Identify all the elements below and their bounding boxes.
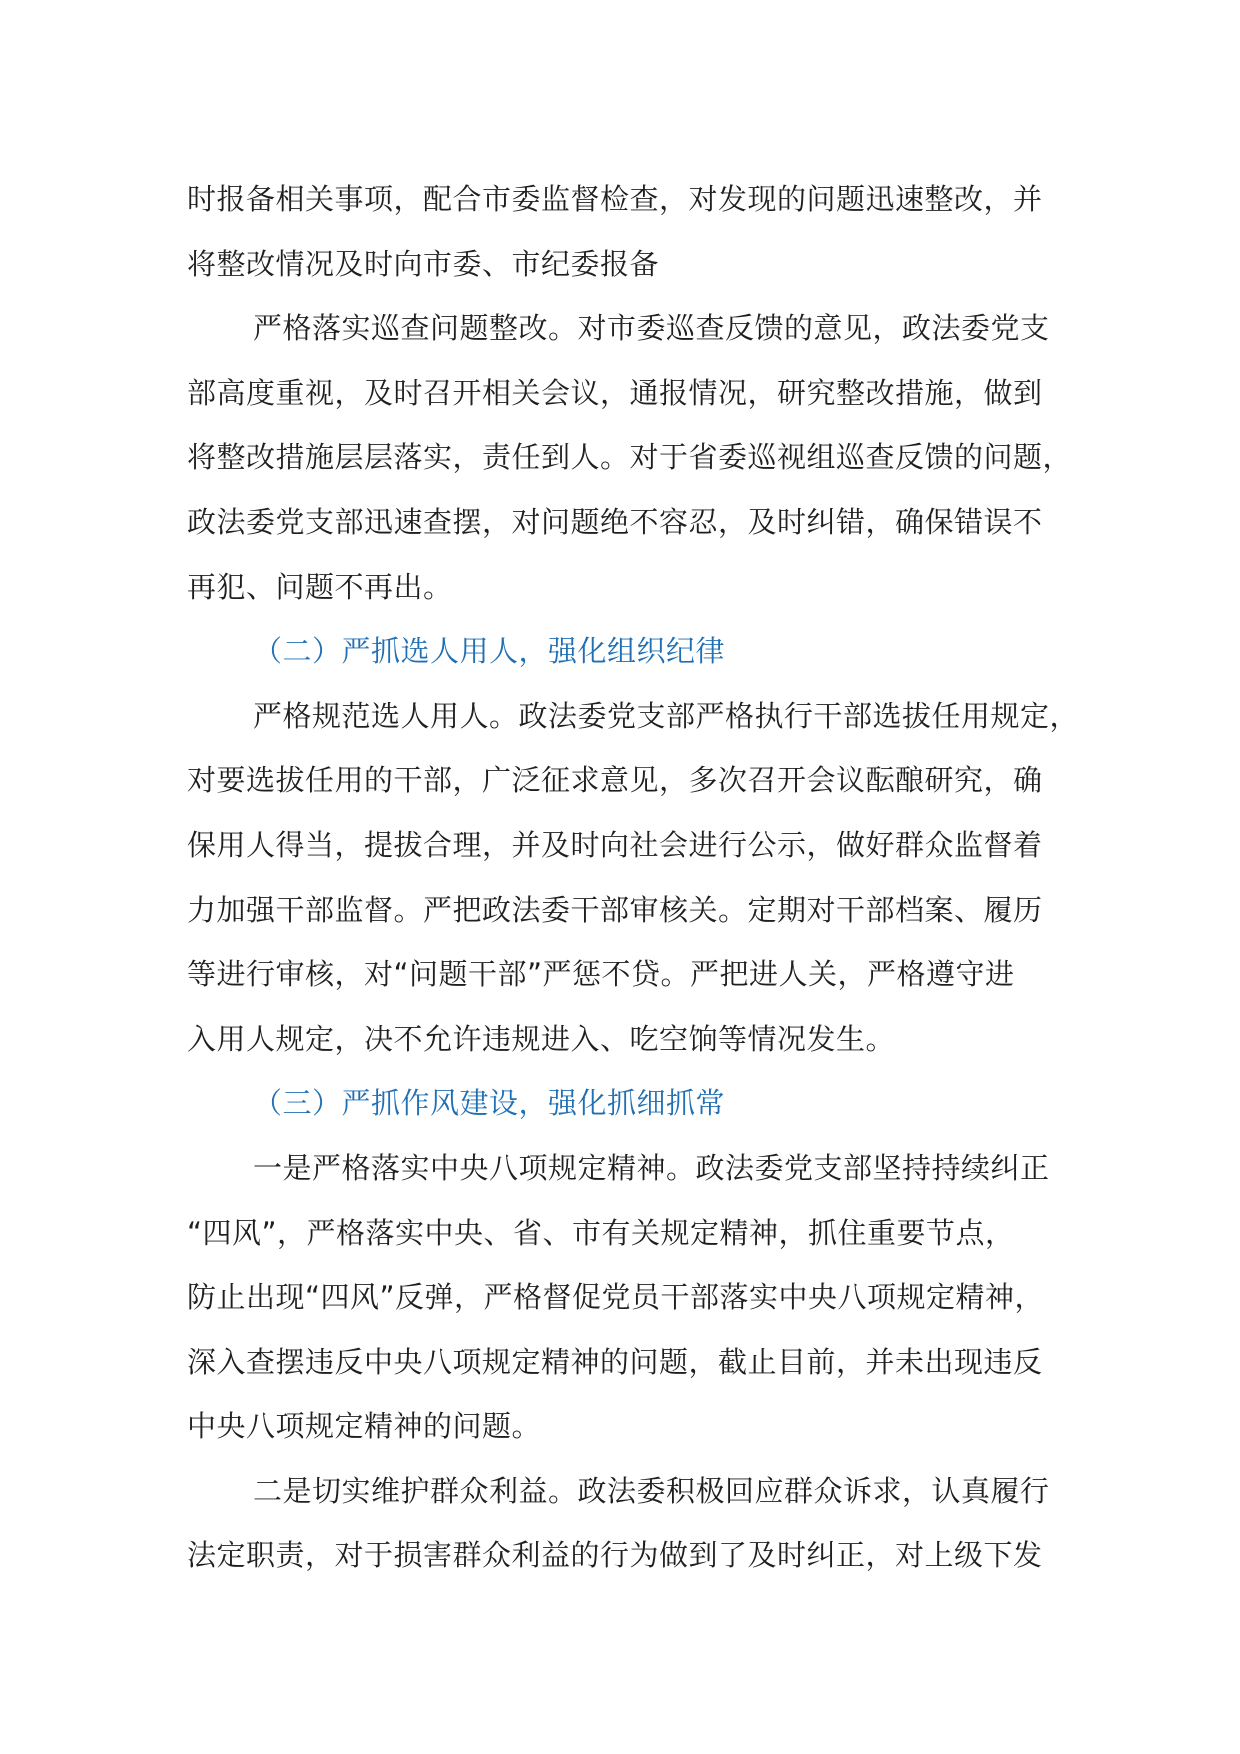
text-line: 保用人得当，提拔合理，并及时向社会进行公示，做好群众监督着: [187, 827, 1043, 862]
paragraph-eight-regulations: [187, 1136, 1077, 1459]
text-line: 力加强干部监督。严把政法委干部审核关。定期对干部档案、履历: [187, 892, 1043, 927]
paragraph-inspection-rectification: [187, 296, 1077, 619]
section-heading-2: [187, 619, 1077, 684]
paragraph-continued: [187, 167, 1077, 296]
text-line: 政法委党支部迅速查摆，对问题绝不容忍，及时纠错，确保错误不: [187, 504, 1043, 539]
paragraph-personnel-selection: [187, 684, 1080, 1072]
text-line: 中央八项规定精神的问题。: [187, 1409, 542, 1444]
text-line: 一是严格落实中央八项规定精神。政法委党支部坚持持续纠正: [253, 1150, 1050, 1185]
text-line: 深入查摆违反中央八项规定精神的问题，截止目前，并未出现违反: [187, 1344, 1043, 1379]
text-line: 严格规范选人用人。政法委党支部严格执行干部选拔任用规定，: [253, 698, 1080, 733]
text-line: 等进行审核，对“问题干部”严惩不贷。严把进人关，严格遵守进: [187, 957, 1015, 992]
text-line: 二是切实维护群众利益。政法委积极回应群众诉求，认真履行: [253, 1473, 1050, 1508]
text-line: 将整改措施层层落实，责任到人。对于省委巡视组巡查反馈的问题，: [187, 440, 1073, 475]
text-line: 入用人规定，决不允许违规进入、吃空饷等情况发生。: [187, 1021, 896, 1056]
paragraph-public-interests: [187, 1459, 1077, 1588]
section-heading-3: [187, 1071, 1077, 1136]
text-line: 严格落实巡查问题整改。对市委巡查反馈的意见，政法委党支: [253, 311, 1050, 346]
heading-text: （二）严抓选人用人，强化组织纪律: [253, 634, 726, 669]
text-line: 防止出现“四风”反弹，严格督促党员干部落实中央八项规定精神，: [187, 1280, 1045, 1315]
text-line: 法定职责，对于损害群众利益的行为做到了及时纠正，对上级下发: [187, 1538, 1043, 1573]
text-line: 时报备相关事项，配合市委监督检查，对发现的问题迅速整改，并: [187, 182, 1043, 216]
text-line: 再犯、问题不再出。: [187, 569, 453, 604]
document-body: [187, 167, 1080, 1588]
text-line: 对要选拔任用的干部，广泛征求意见，多次召开会议酝酿研究，确: [187, 763, 1043, 798]
heading-text: （三）严抓作风建设，强化抓细抓常: [253, 1086, 726, 1121]
text-line: “四风”，严格落实中央、省、市有关规定精神，抓住重要节点，: [187, 1215, 1015, 1250]
text-line: 部高度重视，及时召开相关会议，通报情况，研究整改措施，做到: [187, 375, 1043, 410]
text-line: 将整改情况及时向市委、市纪委报备: [187, 246, 660, 281]
